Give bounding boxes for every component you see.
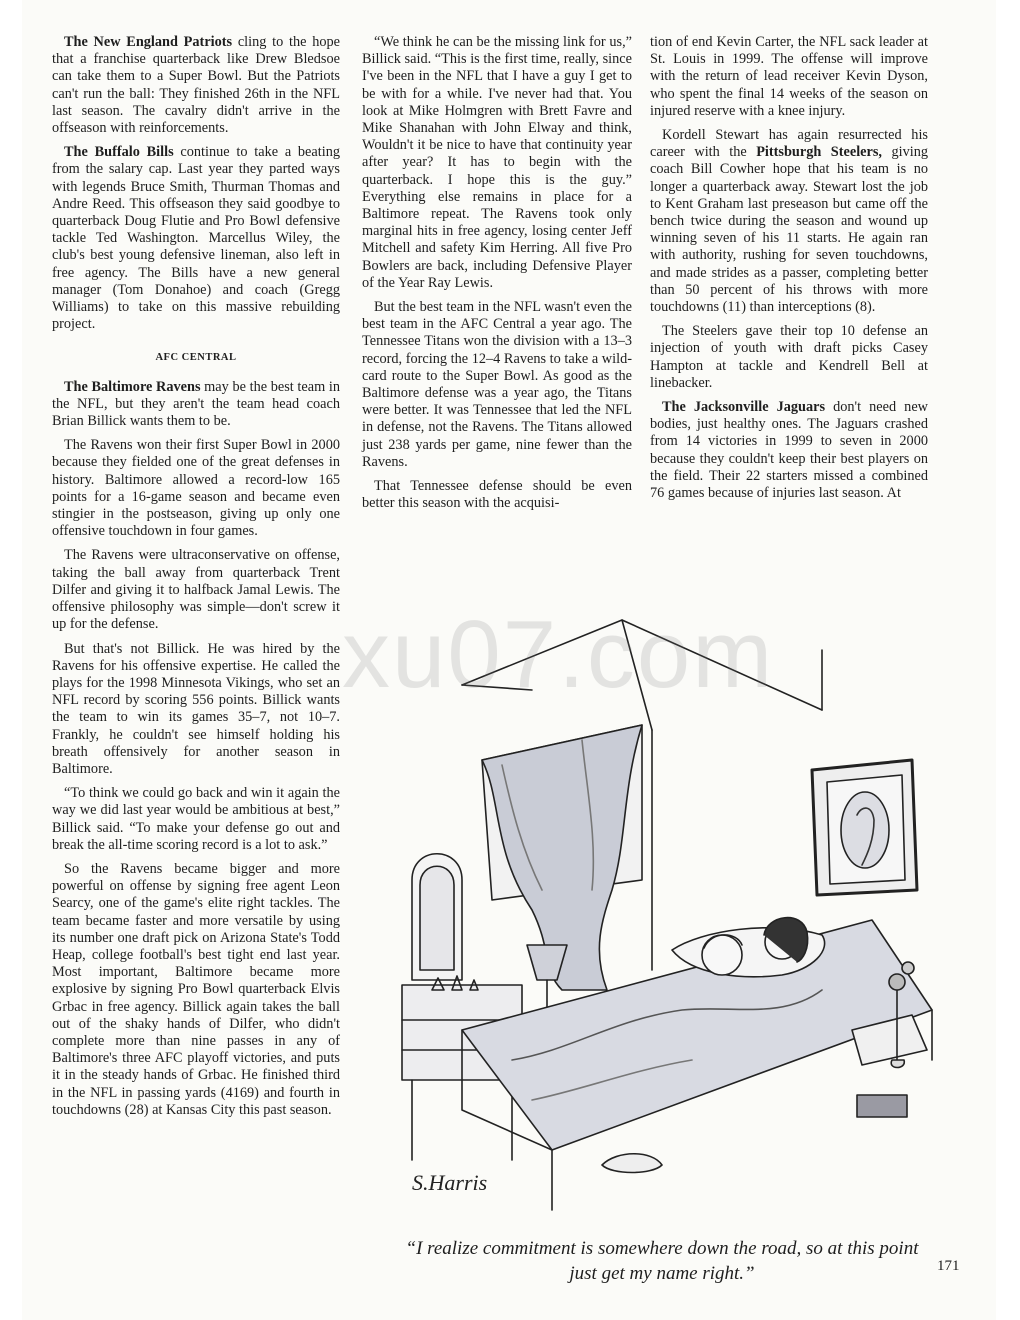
paragraph: But the best team in the NFL wasn't even the best team in the AFC Central a year ago. The Tennessee Titans won the division with a 13–3 record, forcing the 12–4 Ravens to take a wild-card route to the Super Bowl. As good as the Baltimore defense was a year ago, the Titans were better. It was Tennessee that led the NFL in defense, not the Ravens. The Titans allowed just 238 yards per game, nine fewer than the Ravens. — [362, 299, 632, 470]
paragraph: tion of end Kevin Carter, the NFL sack leader at St. Louis in 1999. The offense will improve with the return of lead receiver Kevin Dyson, who spent the final 14 weeks of the season on injured reserve with a knee injury. — [650, 34, 928, 119]
ceiling-line — [462, 620, 822, 710]
bedroom-cartoon-illustration — [352, 590, 952, 1230]
magazine-page — [22, 0, 996, 1320]
paragraph: “To think we could go back and win it again the way we did last year would be ambitious at best,” Billick said. “To make your defense go out and break the all-time scoring record is a lot to ask.” — [52, 785, 340, 853]
text-column-3 — [650, 34, 928, 509]
paragraph: The Ravens won their first Super Bowl in 2000 because they fielded one of the great defenses in history. Baltimore allowed a record-low 165 points for a 16-game season and became even stingier in the postseason, giving up only one offensive touchdown in four games. — [52, 437, 340, 540]
paragraph — [52, 34, 340, 137]
paragraph-text: may be the best team in the NFL, but they aren't the team head coach Brian Billick wants them to be. — [52, 378, 340, 430]
page-number: 171 — [937, 1258, 960, 1274]
paragraph-text: continue to take a beating from the salary cap. Last year they parted ways with legends Bruce Smith, Thurman Thomas and Andre Reed. This offseason they said goodbye to quarterback Doug Flutie and Pro Bowl defensive tackle Ted Washington. Marcellus Wiley, the club's best young defensive lineman, also left in free agency. The Bills have a new general manager (Tom Donahoe) and coach (Gregg Williams) to take on this massive rebuilding project. — [52, 144, 340, 333]
paragraph — [650, 127, 928, 316]
team-name: The New England Patriots — [64, 34, 233, 50]
cartoon-caption: “I realize commitment is somewhere down the road, so at this point just get my name right.” — [405, 1238, 919, 1284]
team-name: The Buffalo Bills — [64, 144, 174, 161]
paragraph: “We think he can be the missing link for us,” Billick said. “This is the first time, really, since I've been in the NFL that I have a guy I get to be with for a while. I've never had that. You look at Mike Holmgren with Brett Favre and Mike Shanahan with John Elway and think, Wouldn't it be nice to have that continuity year after year? It has to begin with the quarterback. I hope this is the guy.” Everything else remains in place for a Baltimore repeat. The Ravens took only marginal hits in free agency, losing center Jeff Mitchell and safety Kim Herring. All five Pro Bowlers are back, including Defensive Player of the Year Ray Lewis. — [362, 34, 632, 291]
paragraph: That Tennessee defense should be even better this season with the acquisi- — [362, 478, 632, 512]
dresser-with-mirror — [402, 854, 522, 1160]
paragraph-text: cling to the hope that a franchise quarterback like Drew Bledsoe can take them to a Super Bowl. But the Patriots can't run the ball: They finished 26th in the NFL last season. The cavalry didn't arrive in the offseason with reinforcements. — [52, 34, 340, 137]
cartoonist-signature: S.Harris — [412, 1170, 488, 1195]
paragraph: The Ravens were ultraconservative on offense, taking the ball away from quarterback Trent Dilfer and giving it to halfback Jamal Lewis. The offensive philosophy was simple—don't screw it up for the defense. — [52, 547, 340, 633]
paragraph — [52, 144, 340, 333]
watermark: xu07.com — [342, 601, 775, 708]
paragraph-text: Kordell Stewart has again resurrected his career with the — [650, 127, 928, 161]
section-subhead: AFC CENTRAL — [155, 352, 237, 364]
paragraph — [650, 399, 928, 502]
paragraph-text: giving coach Bill Cowher hope that his team is no longer a quarterback away. Stewart lost the job to Kent Graham last preseason but came off the bench twice during the season and wound up winning seven of his 11 starts. He again ran with authority, rushing for seven touchdowns, and made strides as a passer, completing better than 50 percent of his throws with more touchdowns (11) than interceptions (8). — [650, 144, 928, 316]
paragraph: So the Ravens became bigger and more powerful on offense by signing free agent Leon Searcy, one of the game's elite right tackles. The team became faster and more versatile by using its number one draft pick on Arizona State's Todd Heap, college football's best tight end last year. Most important, Baltimore became more explosive by signing Pro Bowl quarterback Elvis Grbac in free agency. Billick again takes the ball out of the shaky hands of Dilfer, who didn't complete more than nine passes in any of Baltimore's three AFC playoff victories, and puts it in the steady hands of Grbac. He finished third in the NFL in passing yards (4169) and fourth in touchdowns (28) at Kansas City this past season. — [52, 860, 340, 1118]
team-name: Pittsburgh Steelers, — [756, 144, 882, 161]
framed-portrait — [812, 760, 917, 895]
paragraph — [52, 379, 340, 431]
paragraph-text: don't need new bodies, just healthy ones. The Jaguars crashed from 14 victories in 1999 to seven in 2000 because they couldn't keep their best players on the field. Their 22 starters missed a combined 76 games because of injuries last season. At — [650, 399, 929, 502]
paragraph: But that's not Billick. He was hired by the Ravens for his offensive expertise. He called the plays for the 1998 Minnesota Vikings, who set an NFL record by scoring 556 points. Billick wants the team to win its games 35–7, not 10–7. Frankly, he couldn't see himself holding his breath offensively for another season in Baltimore. — [52, 640, 340, 777]
paragraph: The Steelers gave their top 10 defense an injection of youth with draft picks Casey Hampton at tackle and Kendrell Bell at linebacker. — [650, 323, 928, 391]
team-name: The Jacksonville Jaguars — [662, 399, 826, 416]
text-column-2 — [362, 34, 632, 519]
team-name: The Baltimore Ravens — [64, 378, 201, 395]
text-column-1 — [52, 34, 340, 1126]
